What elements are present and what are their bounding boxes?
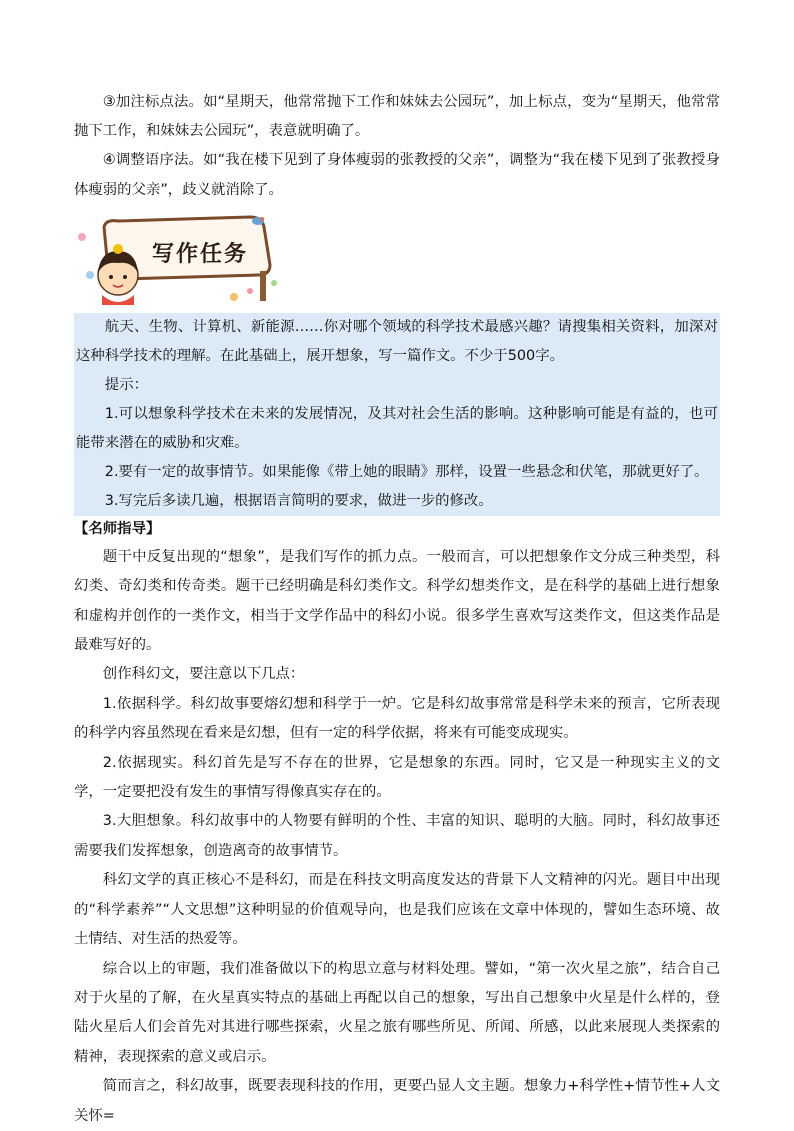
teacher-guide-section	[74, 516, 720, 1131]
guide-paragraph-4: 2.依据现实。科幻首先是写不存在的世界，它是想象的东西。同时，它又是一种现实主义的文学，一定要把没有发生的事情写得像真实存在的。	[74, 754, 720, 801]
intro-section	[74, 88, 720, 205]
task-hint-label: 提示：	[104, 376, 148, 393]
task-hint-1: 1.可以想象科学技术在未来的发展情况，及其对社会生活的影响。这种影响可能是有益的，也可能带来潜在的威胁和灾难。	[76, 405, 718, 451]
banner-title: 写作任务	[152, 240, 249, 267]
intro-paragraph-3: ③加注标点法。如“星期天，他常常抛下工作和妹妹去公园玩”，加上标点，变为“星期天，他常常抛下工作，和妹妹去公园玩”，表意就明确了。	[74, 94, 720, 140]
intro-paragraph-4: ④调整语序法。如“我在楼下见到了身体瘦弱的张教授的父亲”，调整为“我在楼下见到了张教授身体瘦弱的父亲”，歧义就消除了。	[74, 152, 720, 198]
guide-paragraph-6: 科幻文学的真正核心不是科幻，而是在科技文明高度发达的背景下人文精神的闪光。题目中出现的“科学素养”“人文思想”这种明显的价值观导向，也是我们应该在文章中体现的，譬如生态环境、故土情结、对生活的热爱等。	[74, 872, 720, 948]
guide-paragraph-8: 简而言之，科幻故事，既要表现科技的作用，更要凸显人文主题。想象力+科学性+情节性+人文关怀=	[74, 1078, 720, 1124]
document-page	[74, 88, 720, 1131]
guide-paragraph-2: 创作科幻文，要注意以下几点：	[102, 666, 305, 683]
guide-title: 【名师指导】	[74, 520, 161, 537]
guide-paragraph-3: 1.依据科学。科幻故事要熔幻想和科学于一炉。它是科幻故事常常是科学未来的预言，它所表现的科学内容虽然现在看来是幻想，但有一定的科学依据，将来有可能变成现实。	[74, 695, 720, 742]
task-prompt: 航天、生物、计算机、新能源……你对哪个领域的科学技术最感兴趣？请搜集相关资料，加深对这种科学技术的理解。在此基础上，展开想象，写一篇作文。不少于500字。	[76, 318, 718, 364]
task-hint-2: 2.要有一定的故事情节。如果能像《带上她的眼睛》那样，设置一些悬念和伏笔，那就更好了。	[104, 463, 709, 480]
guide-paragraph-5: 3.大胆想象。科幻故事中的人物要有鲜明的个性、丰富的知识、聪明的大脑。同时，科幻故事还需要我们发挥想象，创造离奇的故事情节。	[74, 813, 720, 859]
guide-paragraph-7: 综合以上的审题，我们准备做以下的构思立意与材料处理。譬如，“第一次火星之旅”，结合自己对于火星的了解，在火星真实特点的基础上再配以自己的想象，写出自己想象中火星是什么样的，登陆火星后人们会首先对其进行哪些探索，火星之旅有哪些所见、所闻、所感，以此来展现人类探索的精神，表现探索的意义或启示。	[74, 960, 720, 1065]
task-hint-3: 3.写完后多读几遍，根据语言简明的要求，做进一步的修改。	[104, 492, 493, 509]
writing-task-banner	[74, 213, 720, 303]
guide-paragraph-1: 题干中反复出现的“想象”，是我们写作的抓力点。一般而言，可以把想象作文分成三种类型，科幻类、奇幻类和传奇类。题干已经明确是科幻类作文。科学幻想类作文，是在科学的基础上进行想象和虚构并创作的一类作文，相当于文学作品中的科幻小说。很多学生喜欢写这类作文，但这类作品是最难写好的。	[74, 548, 720, 654]
task-box	[74, 313, 720, 516]
